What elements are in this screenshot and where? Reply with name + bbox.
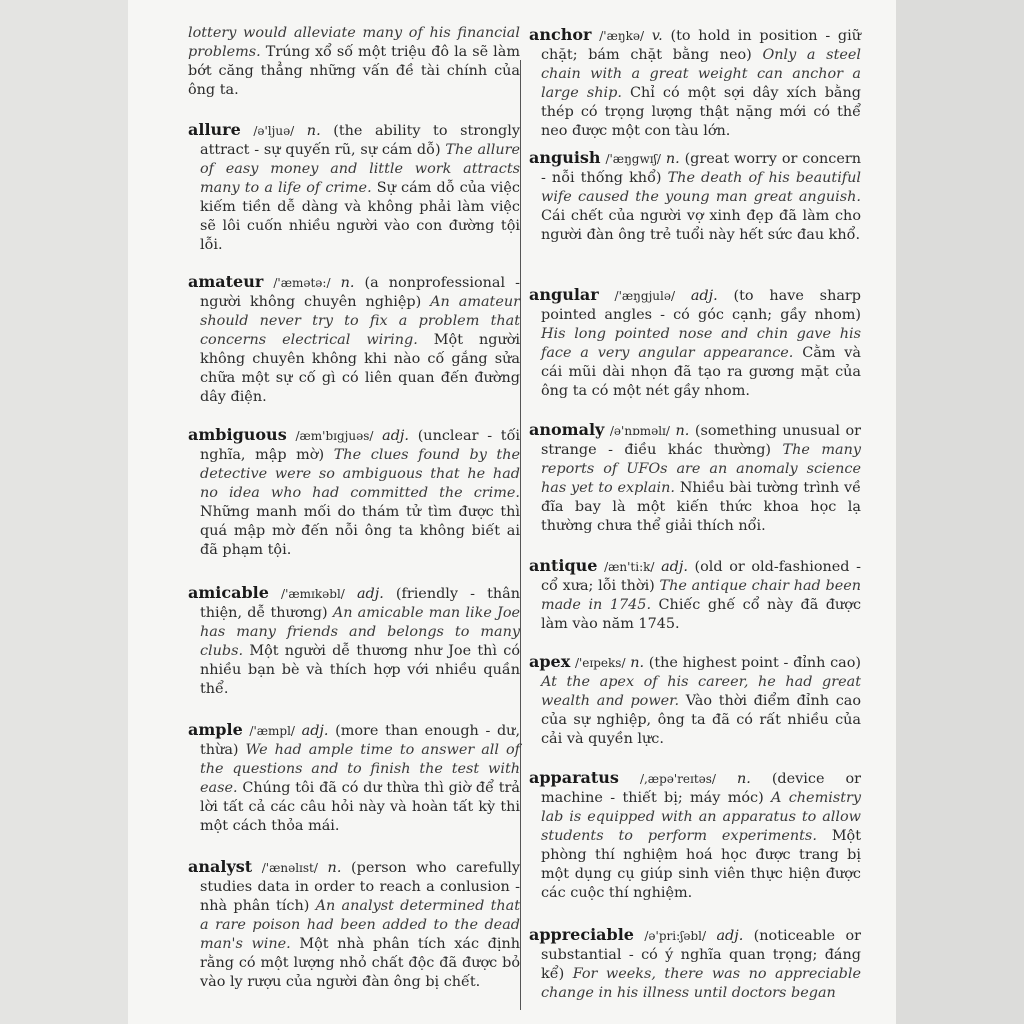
- part-of-speech: n.: [665, 151, 680, 167]
- headword: apparatus: [529, 768, 619, 787]
- entry-amicable: [188, 583, 520, 699]
- translation-text: Một phòng thí nghiệm hoá học được trang bị một dụng cụ giúp sinh viên thực hiện được các cuộc thí nghiệm.: [541, 828, 861, 901]
- translation-text: Vào thời điểm đỉnh cao của sự nghiệp, ông ta đã có rất nhiều của cải và quyền lực.: [541, 693, 861, 747]
- definition: (unclear - tối nghĩa, mập mờ): [200, 428, 520, 463]
- headword: anchor: [529, 25, 592, 44]
- example-text: We had ample time to answer all of the questions and to finish the test with ease.: [200, 742, 520, 796]
- headword: anomaly: [529, 420, 605, 439]
- definition: (great worry or concern - nỗi thống khổ): [541, 151, 861, 186]
- translation-text: Một người không chuyên không khi nào cố gắng sửa chữa một sự cố gì có liên quan đến đường dây điện.: [200, 332, 521, 405]
- example-text: An analyst determined that a rare poison had been added to the dead man's wine.: [200, 898, 520, 952]
- definition: (person who carefully studies data in order to reach a conlusion - nhà phân tích): [200, 860, 521, 914]
- definition: (the ability to strongly attract - sự quyến rũ, sự cám dỗ): [200, 123, 520, 158]
- entry-antique: [529, 556, 861, 634]
- example-text: A chemistry lab is equipped with an apparatus to allow students to perform experiments.: [541, 790, 861, 844]
- part-of-speech: adj.: [382, 428, 409, 444]
- pronunciation: /'æmpl/: [249, 724, 295, 738]
- example-text: His long pointed nose and chin gave his face a very angular appearance.: [541, 326, 861, 361]
- definition: (noticeable or substantial - có ý nghĩa quan trọng; đáng kể): [541, 928, 862, 982]
- definition: (to hold in position - giữ chặt; bám chặt bằng neo): [541, 28, 862, 63]
- part-of-speech: v.: [651, 28, 663, 44]
- pronunciation: /,æpə'reɪtəs/: [639, 772, 716, 786]
- example-text: The many reports of UFOs are an anomaly science has yet to explain.: [541, 442, 861, 496]
- example-text: At the apex of his career, he had great wealth and power.: [541, 674, 861, 709]
- pronunciation: /'ænəlɪst/: [261, 861, 318, 875]
- part-of-speech: adj.: [661, 559, 688, 575]
- example-text: Only a steel chain with a great weight can anchor a large ship.: [541, 47, 861, 101]
- translation-text: Chiếc ghế cổ này đã được làm vào năm 1745.: [541, 597, 862, 632]
- part-of-speech: n.: [675, 423, 690, 439]
- entry-analyst: [188, 857, 520, 992]
- entry-amateur: [188, 272, 520, 407]
- headword: allure: [188, 120, 241, 139]
- column-divider: [520, 60, 521, 1010]
- headword: amateur: [188, 272, 264, 291]
- pronunciation: /'æŋgwɪʃ/: [605, 152, 661, 166]
- part-of-speech: n.: [630, 655, 645, 671]
- part-of-speech: n.: [306, 123, 321, 139]
- entry-angular: [529, 285, 861, 401]
- translation-text: Sự cám dỗ của việc kiếm tiền dễ dàng và không phải làm việc sẽ lôi cuốn nhiều người vào con đường tội lỗi.: [200, 180, 520, 253]
- translation-text: Nhiều bài tường trình về đĩa bay là một kiến thức khoa học lạ thường chưa thể giải thích nổi.: [541, 480, 861, 534]
- headword: appreciable: [529, 925, 634, 944]
- translation-text: Một nhà phân tích xác định rằng có một lượng nhỏ chất độc đã được bỏ vào ly rượu của người đàn ông bị chết.: [200, 936, 520, 990]
- example-text: For weeks, there was no appreciable change in his illness until doctors began: [541, 966, 861, 1001]
- part-of-speech: adj.: [301, 723, 329, 739]
- example-text: The death of his beautiful wife caused the young man great anguish.: [541, 170, 861, 205]
- pronunciation: /æm'bɪgjuəs/: [295, 429, 374, 443]
- translation-text: Những manh mối do thám tử tìm được thì quá mập mờ đến nỗi ông ta không biết ai đã phạm tội.: [200, 504, 520, 558]
- part-of-speech: adj.: [356, 586, 384, 602]
- pronunciation: /'æŋkə/: [599, 29, 644, 43]
- part-of-speech: adj.: [690, 288, 718, 304]
- headword: anguish: [529, 148, 601, 167]
- translation-text: Trúng xổ số một triệu đô la sẽ làm bớt căng thẳng những vấn đề tài chính của ông ta.: [188, 44, 520, 98]
- headword: ample: [188, 720, 243, 739]
- definition: (device or machine - thiết bị; máy móc): [541, 771, 861, 806]
- translation-text: Chúng tôi đã có dư thừa thì giờ để trả lời tất cả các câu hỏi này và hoàn tất kỳ thi một cách thỏa mái.: [200, 780, 520, 834]
- pronunciation: /'æŋgjulə/: [614, 289, 675, 303]
- headword: ambiguous: [188, 425, 287, 444]
- headword: antique: [529, 556, 598, 575]
- part-of-speech: adj.: [716, 928, 744, 944]
- translation-text: Cằm và cái mũi dài nhọn đã tạo ra gương mặt của ông ta có một nét gầy nhom.: [541, 345, 861, 399]
- entry-ample: [188, 720, 520, 836]
- example-text: An amicable man like Joe has many friends and belongs to many clubs.: [200, 605, 521, 659]
- entry-allure: [188, 120, 520, 255]
- pronunciation: /æn'ti:k/: [604, 560, 655, 574]
- definition: (a nonprofessional - người không chuyên nghiệp): [200, 275, 520, 310]
- example-text: An amateur should never try to fix a problem that concerns electrical wiring.: [200, 294, 520, 348]
- definition: (to have sharp pointed angles - có góc cạnh; gầy nhom): [541, 288, 862, 323]
- translation-text: Chỉ có một sợi dây xích bằng thép có trọng lượng thật nặng mới có thể neo được một con tàu lớn.: [541, 85, 861, 139]
- part-of-speech: n.: [736, 771, 751, 787]
- pronunciation: /ə'ljuə/: [253, 124, 295, 138]
- entry-apparatus: [529, 768, 861, 903]
- translation-text: Một người dễ thương như Joe thì có nhiều bạn bè và thích hợp với nhiều quần thể.: [200, 643, 520, 697]
- headword: apex: [529, 652, 571, 671]
- entry-continuation: [188, 24, 520, 100]
- page-edge-shadow: [896, 0, 1024, 1024]
- pronunciation: /'æmɪkəbl/: [281, 587, 345, 601]
- headword: analyst: [188, 857, 253, 876]
- example-text: The allure of easy money and little work attracts many to a life of crime.: [200, 142, 520, 196]
- entry-appreciable: [529, 925, 861, 1003]
- entry-anguish: [529, 148, 861, 245]
- pronunciation: /ə'pri:ʃəbl/: [644, 929, 707, 943]
- definition: (the highest point - đỉnh cao): [648, 655, 862, 671]
- headword: amicable: [188, 583, 269, 602]
- entry-apex: [529, 652, 861, 749]
- example-text: The clues found by the detective were so ambiguous that he had no idea who had committed the crime.: [200, 447, 520, 501]
- pronunciation: /'eɪpeks/: [574, 656, 626, 670]
- example-text: The antique chair had been made in 1745.: [541, 578, 862, 613]
- example-text: lottery would alleviate many of his financial problems.: [188, 25, 520, 60]
- headword: angular: [529, 285, 599, 304]
- part-of-speech: n.: [327, 860, 342, 876]
- translation-text: Cái chết của người vợ xinh đẹp đã làm cho người đàn ông trẻ tuổi này hết sức đau khổ.: [541, 208, 861, 243]
- definition: (old or old-fashioned - cổ xưa; lỗi thời): [541, 559, 861, 594]
- pronunciation: /'æmətə:/: [273, 276, 331, 290]
- definition: (friendly - thân thiện, dễ thương): [200, 586, 520, 621]
- definition: (something unusual or strange - điều khác thường): [541, 423, 862, 458]
- entry-anomaly: [529, 420, 861, 536]
- part-of-speech: n.: [340, 275, 355, 291]
- definition: (more than enough - dư, thừa): [200, 723, 521, 758]
- pronunciation: /ə'nɒməlɪ/: [609, 424, 670, 438]
- entry-ambiguous: [188, 425, 520, 560]
- entry-anchor: [529, 25, 861, 141]
